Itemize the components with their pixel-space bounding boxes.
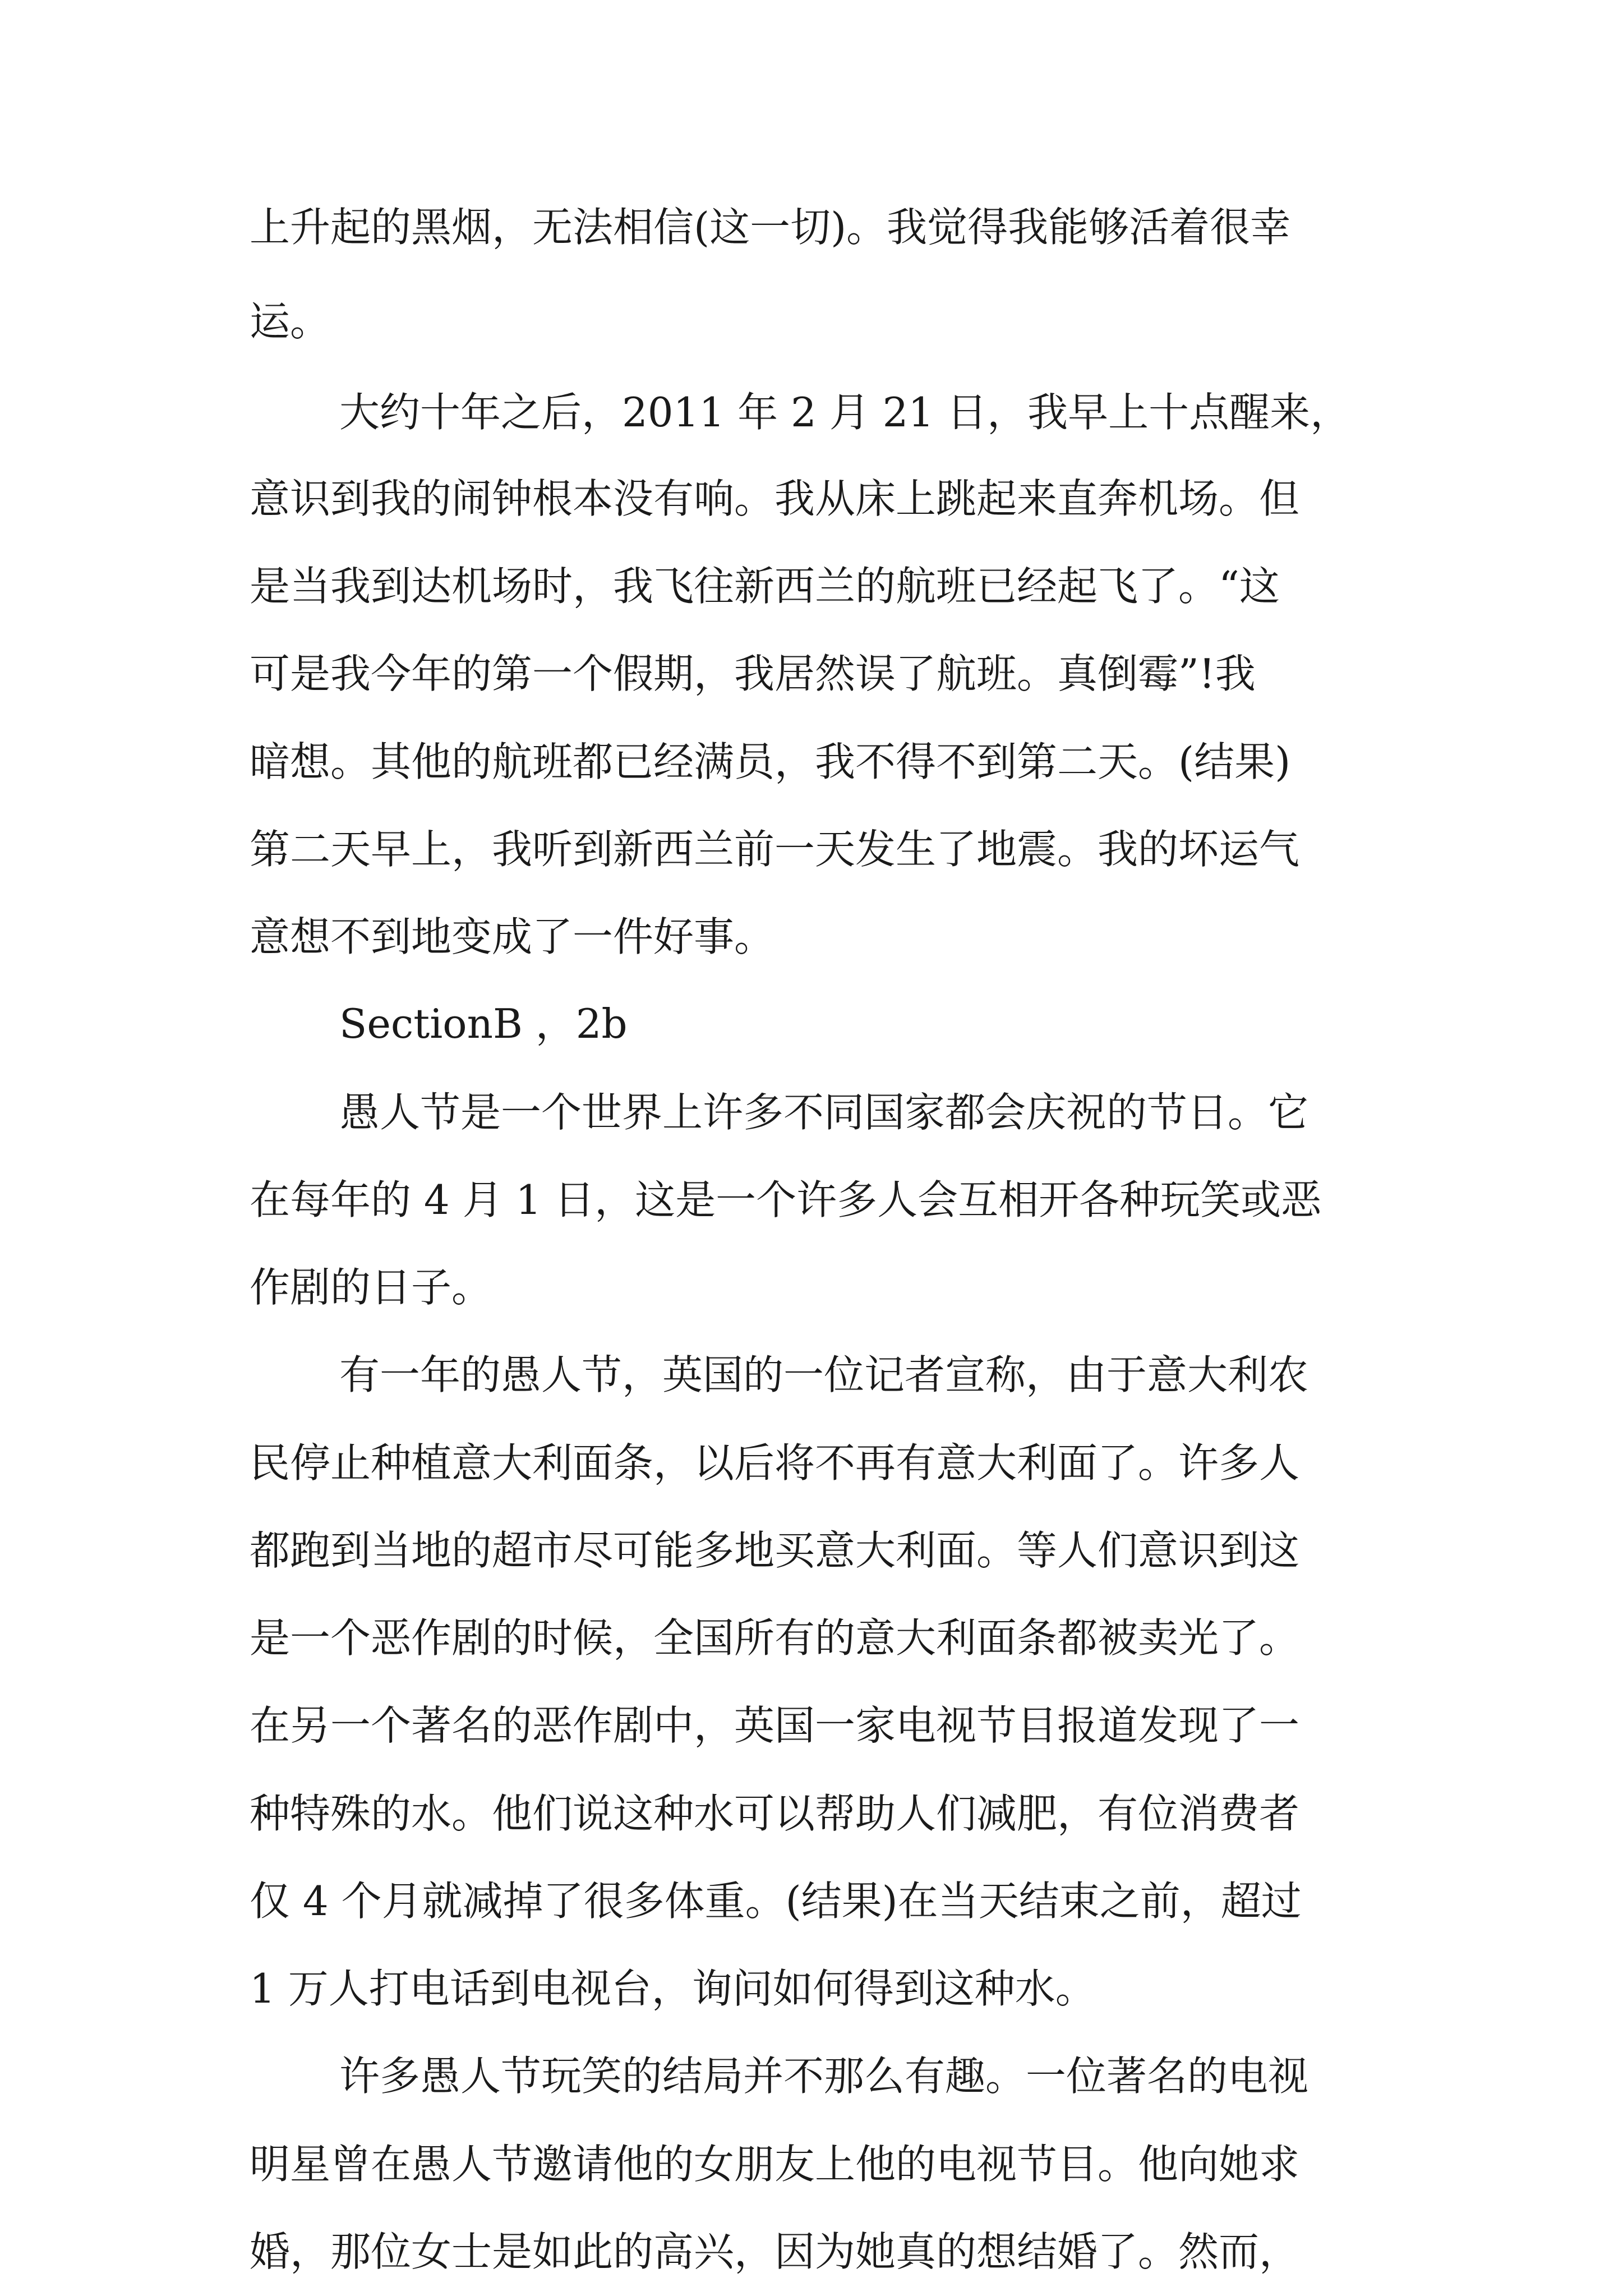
text-line: 上升起的黑烟，无法相信(这一切)。我觉得我能够活着很幸 — [250, 204, 1291, 251]
text-line: 都跑到当地的超市尽可能多地买意大利面。等人们意识到这 — [250, 1527, 1300, 1574]
text-line: 在另一个著名的恶作剧中，英国一家电视节目报道发现了一 — [250, 1702, 1300, 1749]
text-line: 作剧的日子。 — [250, 1264, 492, 1311]
text-line: 意想不到地变成了一件好事。 — [250, 913, 775, 960]
text-line: 种特殊的水。他们说这种水可以帮助人们减肥，有位消费者 — [250, 1790, 1300, 1837]
text-line: 仅 4 个月就减掉了很多体重。(结果)在当天结束之前，超过 — [250, 1878, 1302, 1925]
text-line: 大约十年之后，2011 年 2 月 21 日，我早上十点醒来， — [339, 389, 1351, 436]
text-line: 可是我今年的第一个假期，我居然误了航班。真倒霉”!我 — [250, 650, 1256, 697]
text-line: 愚人节是一个世界上许多不同国家都会庆祝的节日。它 — [339, 1089, 1309, 1136]
text-line: 1 万人打电话到电视台，询问如何得到这种水。 — [250, 1965, 1096, 2012]
text-line: 是一个恶作剧的时候，全国所有的意大利面条都被卖光了。 — [250, 1614, 1300, 1662]
text-line: 暗想。其他的航班都已经满员，我不得不到第二天。(结果) — [250, 738, 1291, 785]
section-heading: SectionB ，2b — [339, 1000, 628, 1047]
text-line: 婚，那位女士是如此的高兴，因为她真的想结婚了。然而， — [250, 2228, 1300, 2275]
text-line: 民停止种植意大利面条，以后将不再有意大利面了。许多人 — [250, 1439, 1300, 1487]
text-line: 意识到我的闹钟根本没有响。我从床上跳起来直奔机场。但 — [250, 475, 1300, 522]
text-line: 明星曾在愚人节邀请他的女朋友上他的电视节目。他向她求 — [250, 2141, 1300, 2188]
text-line: 有一年的愚人节，英国的一位记者宣称，由于意大利农 — [339, 1351, 1309, 1398]
text-line: 许多愚人节玩笑的结局并不那么有趣。一位著名的电视 — [339, 2053, 1309, 2100]
text-line: 第二天早上，我听到新西兰前一天发生了地震。我的坏运气 — [250, 826, 1300, 873]
text-line: 是当我到达机场时，我飞往新西兰的航班已经起飞了。“这 — [250, 563, 1280, 610]
text-line: 在每年的 4 月 1 日，这是一个许多人会互相开各种玩笑或恶 — [250, 1176, 1322, 1223]
text-line: 运。 — [250, 298, 331, 345]
